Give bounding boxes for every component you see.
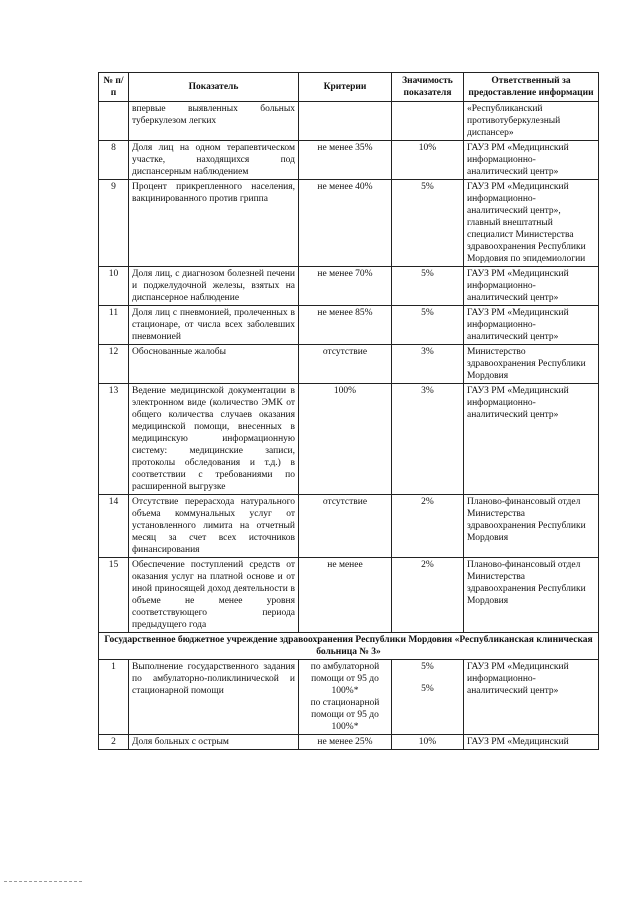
row-indicator: впервые выявленных больных туберкулезом легких	[129, 102, 299, 141]
row-significance: 5%	[392, 267, 464, 306]
table-row	[99, 267, 599, 306]
row-responsible: Планово-финансовый отдел Министерства здравоохранения Республики Мордовия	[464, 495, 599, 558]
header-num: № п/п	[99, 73, 129, 102]
header-indicator: Показатель	[129, 73, 299, 102]
row-num: 12	[99, 345, 129, 384]
row-indicator: Доля лиц на одном терапевтическом участке, находящихся под диспансерным наблюдением	[129, 141, 299, 180]
row-indicator: Обеспечение поступлений средств от оказания услуг на платной основе и от иной приносящей доход деятельности в объеме не менее уровня соответствующего периода предыдущего года	[129, 558, 299, 633]
row-criteria	[299, 660, 392, 735]
row-significance: 5%	[392, 180, 464, 267]
table-row	[99, 141, 599, 180]
table-row	[99, 558, 599, 633]
table-row	[99, 735, 599, 750]
row-indicator: Доля лиц с пневмонией, пролеченных в стационаре, от числа всех заболевших пневмонией	[129, 306, 299, 345]
section-title: Государственное бюджетное учреждение здравоохранения Республики Мордовия «Республиканская клиническая больница № 3»	[99, 633, 599, 660]
row-responsible: ГАУЗ РМ «Медицинский информационно-аналитический центр»	[464, 267, 599, 306]
row-criteria	[299, 102, 392, 141]
row-significance	[392, 102, 464, 141]
header-responsible: Ответственный за предоставление информации	[464, 73, 599, 102]
row-num: 9	[99, 180, 129, 267]
row-indicator: Ведение медицинской документации в электронном виде (количество ЭМК от общего количества случаев оказания медицинской помощи, внесенных в медицинскую информационную систему: медицинские записи, протоколы обследования и т.д.) в соответствии с требованиями по расширенной выгрузке	[129, 384, 299, 495]
row-num: 10	[99, 267, 129, 306]
row-criteria: не менее 70%	[299, 267, 392, 306]
row-num: 1	[99, 660, 129, 735]
header-significance: Значимость показателя	[392, 73, 464, 102]
header-criteria: Критерии	[299, 73, 392, 102]
row-criteria: не менее 85%	[299, 306, 392, 345]
row-criteria: не менее	[299, 558, 392, 633]
row-significance: 5%	[392, 306, 464, 345]
table-row	[99, 306, 599, 345]
row-responsible: «Республиканский противотуберкулезный диспансер»	[464, 102, 599, 141]
row-indicator: Отсутствие перерасхода натурального объема коммунальных услуг от установленного лимита на отчетный месяц за счет всех источников финансирования	[129, 495, 299, 558]
row-responsible: ГАУЗ РМ «Медицинский информационно-аналитический центр», главный внештатный специалист Министерства здравоохранения Республики Мордовия по эпидемиологии	[464, 180, 599, 267]
row-responsible: ГАУЗ РМ «Медицинский информационно-аналитический центр»	[464, 306, 599, 345]
row-responsible: ГАУЗ РМ «Медицинский информационно-аналитический центр»	[464, 141, 599, 180]
row-num	[99, 102, 129, 141]
row-significance: 2%	[392, 495, 464, 558]
table-row	[99, 180, 599, 267]
row-num: 2	[99, 735, 129, 750]
row-num: 15	[99, 558, 129, 633]
row-responsible: ГАУЗ РМ «Медицинский информационно-аналитический центр»	[464, 660, 599, 735]
section-row	[99, 633, 599, 660]
table-row	[99, 384, 599, 495]
table-row	[99, 495, 599, 558]
header-row	[99, 73, 599, 102]
row-indicator: Доля больных с острым	[129, 735, 299, 750]
indicators-table	[98, 72, 599, 750]
criteria-outpatient: по амбулаторной помощи от 95 до 100%*	[310, 662, 380, 696]
row-responsible: Министерство здравоохранения Республики Мордовия	[464, 345, 599, 384]
row-num: 14	[99, 495, 129, 558]
row-criteria: 100%	[299, 384, 392, 495]
row-responsible: ГАУЗ РМ «Медицинский информационно-аналитический центр»	[464, 384, 599, 495]
row-indicator: Процент прикрепленного населения, вакцинированного против гриппа	[129, 180, 299, 267]
row-indicator: Выполнение государственного задания по амбулаторно-поликлинической и стационарной помощи	[129, 660, 299, 735]
row-significance: 10%	[392, 735, 464, 750]
row-criteria: отсутствие	[299, 495, 392, 558]
row-criteria: не менее 40%	[299, 180, 392, 267]
row-indicator: Обоснованные жалобы	[129, 345, 299, 384]
table-row	[99, 345, 599, 384]
table-row	[99, 102, 599, 141]
row-num: 8	[99, 141, 129, 180]
row-significance	[392, 660, 464, 735]
row-indicator: Доля лиц, с диагнозом болезней печени и поджелудочной железы, взятых на диспансерное наблюдение	[129, 267, 299, 306]
significance-inpatient: 5%	[421, 684, 434, 694]
row-num: 13	[99, 384, 129, 495]
row-significance: 10%	[392, 141, 464, 180]
criteria-inpatient: по стационарной помощи от 95 до 100%*	[310, 698, 380, 732]
footer-divider	[4, 881, 82, 882]
significance-outpatient: 5%	[421, 662, 434, 672]
row-criteria: не менее 35%	[299, 141, 392, 180]
row-responsible: Планово-финансовый отдел Министерства здравоохранения Республики Мордовия	[464, 558, 599, 633]
row-num: 11	[99, 306, 129, 345]
row-significance: 3%	[392, 345, 464, 384]
row-criteria: не менее 25%	[299, 735, 392, 750]
row-significance: 3%	[392, 384, 464, 495]
row-criteria: отсутствие	[299, 345, 392, 384]
row-responsible: ГАУЗ РМ «Медицинский	[464, 735, 599, 750]
table-row	[99, 660, 599, 735]
row-significance: 2%	[392, 558, 464, 633]
